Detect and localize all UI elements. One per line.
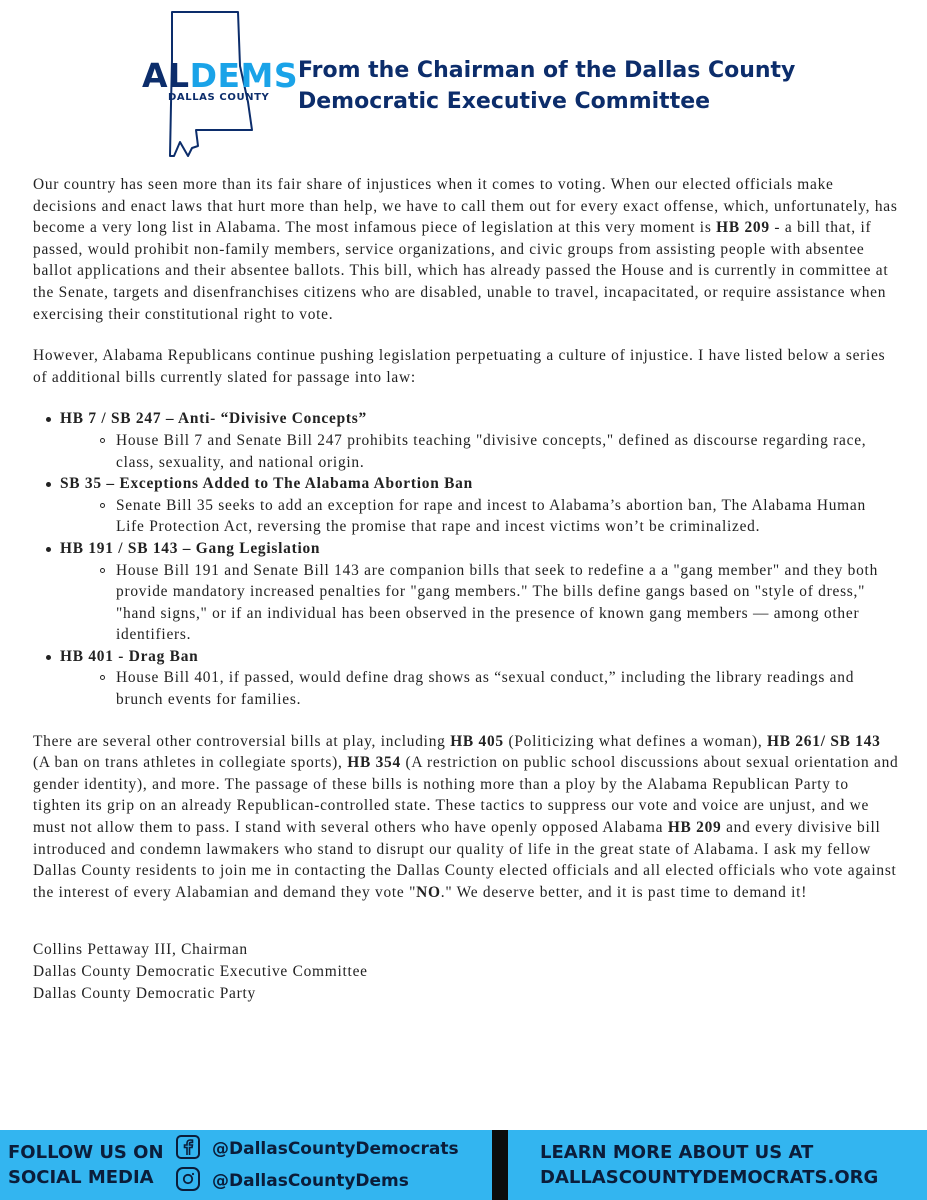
bill-detail-text: House Bill 191 and Senate Bill 143 are companion bills that seek to redefine a a "gang member" and they both provide mandatory increased penalties for "gang members." The bills define gangs based on "style of dress," "hand signs," or if an individual has been observed in the presence of known gang members — among other identifiers. — [116, 561, 879, 644]
footer-banner — [0, 1130, 927, 1200]
bill-heading: HB 191 / SB 143 – Gang Legislation — [60, 539, 321, 557]
facebook-link[interactable] — [176, 1135, 459, 1163]
bill-detail — [60, 430, 899, 473]
bill-detail — [60, 495, 899, 538]
instagram-icon — [176, 1167, 200, 1191]
bill-detail-text: House Bill 7 and Senate Bill 247 prohibits teaching "divisive concepts," defined as discourse regarding race, class, sexuality, and national origin. — [116, 431, 867, 471]
learn-more-link[interactable] — [540, 1140, 878, 1190]
closing-bill: HB 209 — [667, 819, 722, 837]
learn-more-line: LEARN MORE ABOUT US AT — [540, 1142, 814, 1163]
closing-text: (Politicizing what defines a woman), — [503, 732, 768, 750]
logo-subtitle: DALLAS COUNTY — [168, 92, 270, 103]
logo-wordmark — [142, 56, 299, 95]
aldems-logo — [140, 6, 299, 162]
transition-paragraph: However, Alabama Republicans continue pushing legislation perpetuating a culture of injustice. I have listed below a series of additional bills currently slated for passage into law: — [33, 347, 886, 386]
bill-detail — [60, 667, 899, 710]
title-line-2: Democratic Executive Committee — [298, 89, 711, 114]
bill-detail-text: Senate Bill 35 seeks to add an exception for rape and incest to Alabama’s abortion ban, The Alabama Human Life Protection Act, reversing the promise that rape and incest victims won’t be criminalized. — [116, 496, 866, 536]
bill-heading: HB 7 / SB 247 – Anti- “Divisive Concepts” — [60, 410, 367, 428]
closing-emphasis: NO — [416, 883, 441, 901]
letter-title — [298, 55, 858, 117]
footer-divider — [492, 1130, 508, 1200]
logo-al: AL — [142, 56, 190, 95]
sub-bullet-icon — [100, 438, 105, 443]
bullet-icon — [46, 547, 51, 552]
bill-detail-text: House Bill 401, if passed, would define drag shows as “sexual conduct,” including the library readings and brunch events for families. — [116, 669, 855, 709]
instagram-handle: @DallasCountyDems — [212, 1171, 409, 1191]
facebook-icon — [176, 1135, 200, 1159]
signature-committee: Dallas County Democratic Executive Committee — [33, 963, 368, 980]
intro-bill: HB 209 — [716, 219, 770, 237]
logo-dems: DEMS — [189, 56, 299, 95]
follow-us-label — [8, 1140, 164, 1190]
closing-text: (A restriction on public school discussions about sexual orientation and gender identity), and more. The passage of these bills is nothing more than a ploy by the Alabama Republican Party to tighten its grip on an already Republican-controlled state. These tactics to suppress our vote and voice are unjust, and we must not allow them to pass. I stand with several others who have openly opposed Alabama — [33, 754, 899, 837]
closing-bill: HB 354 — [347, 754, 401, 772]
bill-item — [33, 538, 899, 646]
bill-heading: SB 35 – Exceptions Added to The Alabama Abortion Ban — [60, 475, 473, 493]
bill-heading: HB 401 - Drag Ban — [60, 647, 199, 665]
bill-item — [33, 473, 899, 538]
signature-name: Collins Pettaway III, Chairman — [33, 941, 248, 959]
bullet-icon — [46, 417, 51, 422]
letter-body — [33, 174, 899, 1004]
facebook-handle: @DallasCountyDemocrats — [212, 1139, 459, 1159]
closing-text: ." We deserve better, and it is past time to demand it! — [440, 883, 808, 901]
instagram-link[interactable] — [176, 1167, 409, 1195]
title-line-1: From the Chairman of the Dallas County — [298, 58, 796, 83]
sub-bullet-icon — [100, 675, 105, 680]
intro-rest: - a bill that, if passed, would prohibit non-family members, service organizations, and civic groups from assisting people with absentee ballot applications and their absentee ballots. This bill, which has already passed the House and is currently in committee at the Senate, targets and disenfranchises citizens who are disabled, unable to travel, incapacitated, or require assistance when exercising their constitutional right to vote. — [33, 219, 889, 323]
closing-text: and every divisive bill introduced and condemn lawmakers who stand to disrupt our quality of life in the great state of Alabama. I ask my fellow Dallas County residents to join me in contacting the Dallas County elected officials and all elected officials who vote against the interest of every Alabamian and demand they vote " — [33, 819, 897, 901]
bill-list — [33, 408, 899, 710]
intro-lead: Our country has seen more than its fair share of injustices when it comes to voting. When our elected officials make decisions and enact laws that hurt more than help, we have to call them out for every exact offense, which, unfortunately, has become a very long list in Alabama. The most infamous piece of legislation at this very moment is — [33, 176, 898, 237]
intro-paragraph — [33, 174, 899, 325]
website-url: DALLASCOUNTYDEMOCRATS.ORG — [540, 1167, 879, 1188]
bill-item — [33, 408, 899, 473]
bullet-icon — [46, 655, 51, 660]
closing-text: (A ban on trans athletes in collegiate sports), — [33, 754, 348, 772]
bullet-icon — [46, 482, 51, 487]
bill-detail — [60, 560, 899, 646]
bill-item — [33, 646, 899, 711]
closing-bill: HB 261/ SB 143 — [767, 732, 881, 750]
letterhead — [0, 0, 927, 170]
follow-line-1: FOLLOW US ON — [8, 1142, 164, 1163]
closing-paragraph — [33, 731, 899, 904]
sub-bullet-icon — [100, 568, 105, 573]
closing-text: There are several other controversial bills at play, including — [33, 732, 451, 750]
signature-block — [33, 939, 899, 1004]
signature-party: Dallas County Democratic Party — [33, 984, 256, 1002]
follow-line-2: SOCIAL MEDIA — [8, 1167, 154, 1188]
closing-bill: HB 405 — [450, 732, 504, 750]
sub-bullet-icon — [100, 503, 105, 508]
